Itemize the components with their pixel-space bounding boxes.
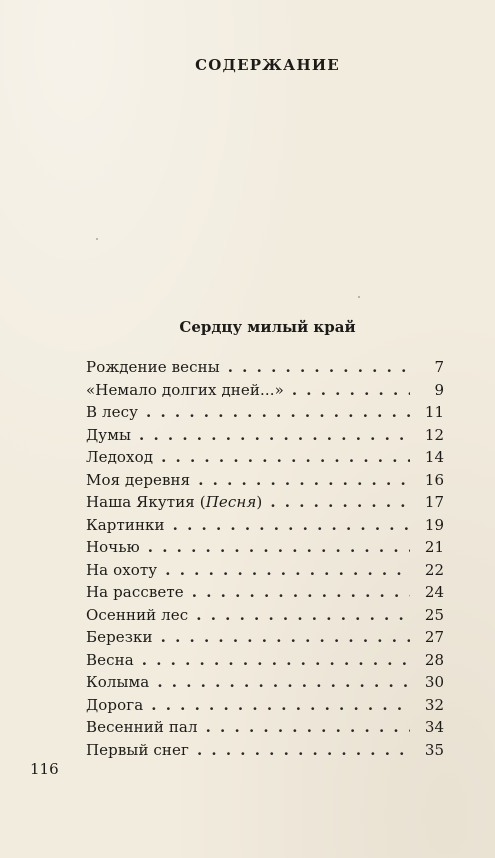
toc-entry <box>86 739 444 762</box>
toc-entry-title-text: Моя деревня <box>86 470 191 489</box>
dot-leader <box>284 379 410 402</box>
dot-leader <box>153 446 410 469</box>
dot-leader <box>153 626 410 649</box>
toc-entry-page: 9 <box>434 380 444 399</box>
dot-leader <box>189 739 410 762</box>
dot-leader <box>149 671 410 694</box>
toc-entry-page: 35 <box>424 740 444 759</box>
toc-entry-title <box>86 649 134 672</box>
toc-entry-page: 7 <box>434 358 444 376</box>
dot-leader <box>140 536 410 559</box>
toc-entry <box>86 424 444 447</box>
contents-heading: СОДЕРЖАНИЕ <box>195 56 340 74</box>
toc-entry-title-text: Наша Якутия ( <box>86 493 206 511</box>
toc-entry-title <box>86 604 188 627</box>
toc-entry-page: 32 <box>424 695 444 714</box>
toc-entry-title-text: Рождение весны <box>86 358 220 376</box>
toc-entry <box>86 401 444 424</box>
toc-entry <box>86 626 444 649</box>
toc-entry-title <box>86 559 157 582</box>
toc-entry-title <box>86 626 153 649</box>
toc-entry-title-italic: Песня <box>205 493 257 511</box>
toc-entry-title-text: На охоту <box>86 560 158 579</box>
page-number: 116 <box>30 760 59 778</box>
toc-entry-title-close: ) <box>256 493 263 511</box>
toc-entry <box>86 356 444 379</box>
dot-leader <box>188 604 410 627</box>
toc-entry <box>86 581 444 604</box>
toc-entry-page: 12 <box>424 425 444 444</box>
toc-entry-title-text: На рассвете <box>86 583 184 601</box>
paper-speck <box>358 296 360 298</box>
toc-entry-title-text: Первый снег <box>86 740 189 759</box>
toc-entry <box>86 649 444 672</box>
toc-entry-title <box>86 694 143 717</box>
toc-entry-page: 28 <box>424 650 444 669</box>
toc-entry-page: 24 <box>424 583 444 601</box>
toc-entry-title-text: В лесу <box>86 403 139 421</box>
toc-entry-title-text: Березки <box>86 628 153 646</box>
dot-leader <box>131 424 410 447</box>
toc-entry-title-text: Осенний лес <box>86 605 189 624</box>
section-title: Сердцу милый край <box>179 318 356 336</box>
toc-entry <box>86 671 444 694</box>
dot-leader <box>134 649 410 672</box>
toc-entry-title <box>86 469 190 492</box>
toc-entry <box>86 514 444 537</box>
toc-entry-title-text: Думы <box>86 425 132 444</box>
toc-entry <box>86 559 444 582</box>
dot-leader <box>143 694 410 717</box>
toc-entry <box>86 446 444 469</box>
toc-entry-title <box>86 739 189 762</box>
toc-entry-title-text: Колыма <box>86 673 150 691</box>
toc-entry-title <box>86 446 153 469</box>
toc-entry-title <box>86 671 149 694</box>
toc-entry-page: 14 <box>424 448 444 466</box>
toc-entry <box>86 694 444 717</box>
table-of-contents <box>86 356 444 761</box>
toc-entry-page: 17 <box>424 493 444 511</box>
toc-entry <box>86 604 444 627</box>
toc-entry-page: 30 <box>424 673 444 691</box>
toc-entry-page: 22 <box>424 560 444 579</box>
toc-entry-title <box>86 514 165 537</box>
dot-leader <box>184 581 410 604</box>
toc-entry-title-text: Ледоход <box>86 448 154 466</box>
toc-entry-title <box>86 491 262 514</box>
dot-leader <box>138 401 410 424</box>
dot-leader <box>262 491 410 514</box>
toc-entry-title-text: «Немало долгих дней...» <box>86 380 284 399</box>
toc-entry-page: 27 <box>424 628 444 646</box>
toc-entry-title-text: Ночью <box>86 538 140 556</box>
toc-entry <box>86 536 444 559</box>
toc-entry-title-text: Весна <box>86 650 134 669</box>
toc-entry <box>86 716 444 739</box>
dot-leader <box>190 469 410 492</box>
toc-entry-title-text: Дорога <box>86 695 144 714</box>
toc-entry <box>86 469 444 492</box>
toc-entry-title-text: Картинки <box>86 515 165 534</box>
toc-entry-title <box>86 379 284 402</box>
toc-entry-page: 11 <box>424 403 444 421</box>
toc-entry-page: 16 <box>424 470 444 489</box>
toc-entry-page: 25 <box>424 605 444 624</box>
toc-entry <box>86 379 444 402</box>
toc-entry-title <box>86 581 184 604</box>
toc-entry-title <box>86 356 220 379</box>
paper-speck <box>96 238 98 240</box>
dot-leader <box>157 559 410 582</box>
dot-leader <box>165 514 410 537</box>
toc-entry-title <box>86 536 140 559</box>
toc-entry-page: 21 <box>424 538 444 556</box>
toc-entry-title <box>86 424 131 447</box>
toc-entry <box>86 491 444 514</box>
toc-entry-title-text: Весенний пал <box>86 718 198 736</box>
dot-leader <box>220 356 410 379</box>
toc-entry-page: 19 <box>424 515 444 534</box>
toc-entry-page: 34 <box>424 718 444 736</box>
toc-entry-title <box>86 716 198 739</box>
dot-leader <box>198 716 410 739</box>
toc-entry-title <box>86 401 138 424</box>
